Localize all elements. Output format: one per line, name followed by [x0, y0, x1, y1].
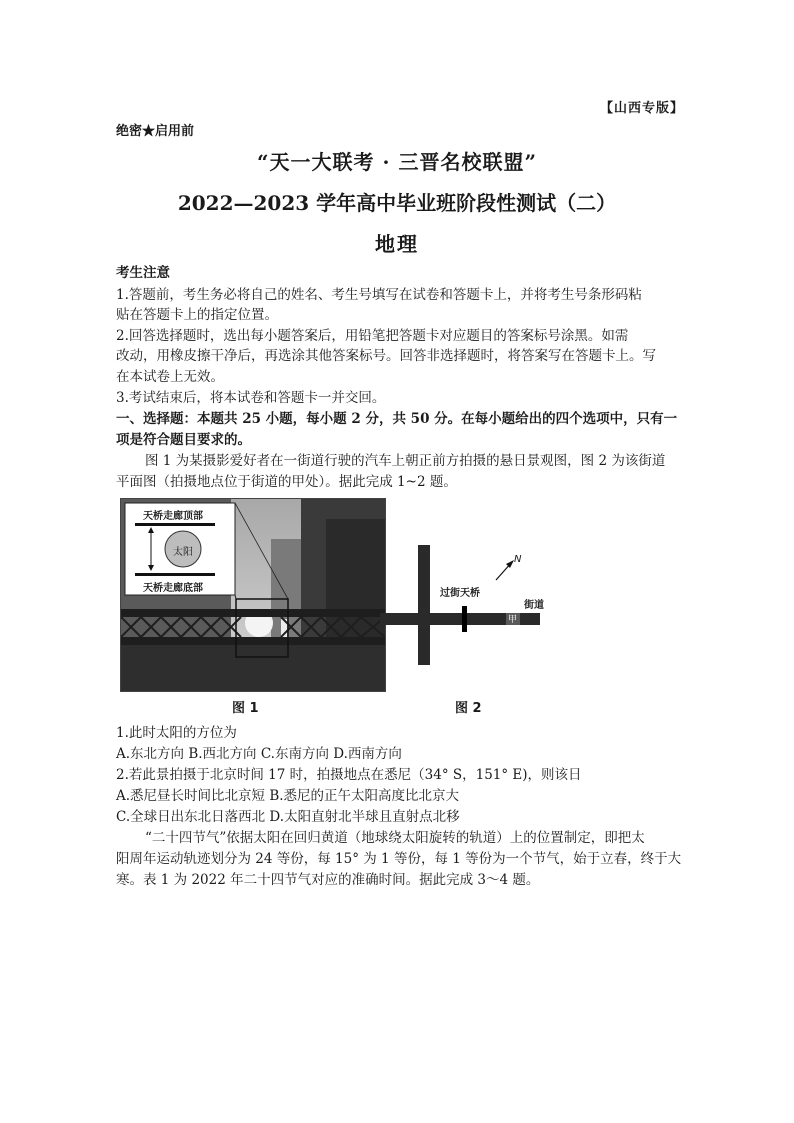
question-2: 2.若此景拍摄于北京时间 17 时，拍摄地点在悉尼（34° S，151° E)，则该日 [116, 767, 582, 783]
notice-line: 2.回答选择题时，选出每小题答案后，用铅笔把答题卡对应题目的答案标号涂黑。如需 [116, 328, 629, 344]
passage-line: 寒。表 1 为 2022 年二十四节气对应的准确时间。据此完成 3～4 题。 [116, 872, 540, 888]
edition-label: 【山西专版】 [600, 101, 685, 116]
confidential-mark: 绝密★启用前 [116, 124, 195, 139]
notice-line: 1.答题前，考生务必将自己的姓名、考生号填写在试卷和答题卡上，并将考生号条形码粘 [116, 287, 642, 303]
notice-line: 3.考试结束后，将本试卷和答题卡一并交回。 [116, 390, 386, 406]
label-sun: 太阳 [173, 547, 193, 558]
exam-title-line2: 2022—2023 学年高中毕业班阶段性测试（二） [177, 191, 617, 215]
question-intro: 图 1 为某摄影爱好者在一街道行驶的汽车上朝正前方拍摄的悬日景观图，图 2 为该街道 [145, 453, 666, 469]
subject-title: 地理 [375, 232, 419, 256]
question-2-options: C.全球日出东北日落西北 D.太阳直射北半球且直射点北移 [116, 809, 460, 825]
figure-2-caption: 图 2 [455, 701, 482, 716]
question-1-options: A.东北方向 B.西北方向 C.东南方向 D.西南方向 [116, 746, 402, 762]
label-street: 街道 [524, 600, 544, 611]
figure-1-photo [120, 498, 386, 692]
figure-1-caption: 图 1 [232, 701, 259, 716]
section-heading: 一、选择题：本题共 25 小题，每小题 2 分，共 50 分。在每小题给出的四个选项中，只有一 [116, 411, 678, 427]
question-2-options: A.悉尼昼长时间比北京短 B.悉尼的正午太阳高度比北京大 [116, 788, 460, 804]
north-arrow-label: N [514, 554, 522, 565]
question-1: 1.此时太阳的方位为 [116, 725, 237, 741]
question-intro: 平面图（拍摄地点位于街道的甲处）。据此完成 1~2 题。 [116, 474, 457, 490]
label-jia: 甲 [508, 615, 518, 625]
figure-2-plan [378, 500, 558, 680]
passage-line: 阳周年运动轨迹划分为 24 等份，每 15° 为 1 等份，每 1 等份为一个节气，始于立春，终于大 [116, 851, 682, 867]
passage-line: “二十四节气”依据太阳在回归黄道（地球绕太阳旋转的轨道）上的位置制定，即把太 [145, 830, 645, 846]
label-overpass: 过街天桥 [440, 588, 480, 599]
label-bridge-top: 天桥走廊顶部 [143, 511, 203, 522]
notice-heading: 考生注意 [116, 265, 170, 281]
notice-line: 在本试卷上无效。 [116, 369, 224, 385]
notice-line: 贴在答题卡上的指定位置。 [116, 307, 278, 323]
exam-title-line1: “天一大联考 · 三晋名校联盟” [257, 150, 537, 174]
label-bridge-bottom: 天桥走廊底部 [143, 583, 203, 594]
section-heading: 项是符合题目要求的。 [116, 432, 251, 448]
notice-line: 改动，用橡皮擦干净后，再选涂其他答案标号。回答非选择题时，将答案写在答题卡上。写 [116, 348, 656, 364]
